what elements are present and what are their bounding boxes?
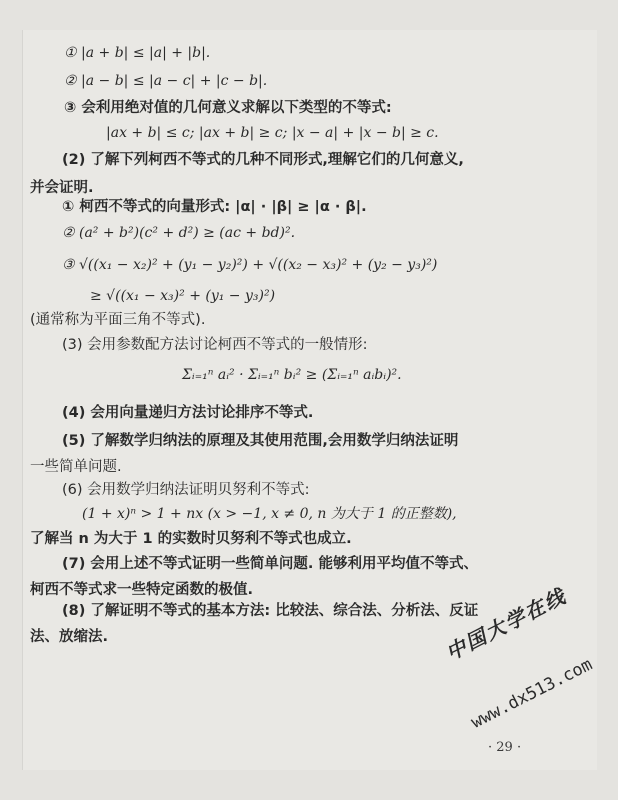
text-line-14: (4) 会用向量递归方法讨论排序不等式. — [62, 405, 314, 421]
text-line-6: 并会证明. — [30, 180, 94, 196]
watermark-url: www.dx513.com — [468, 654, 596, 733]
text-line-17: (6) 会用数学归纳法证明贝努利不等式: — [62, 482, 310, 498]
watermark-brand: 中国大学在线 — [441, 583, 571, 665]
text-line-20: (7) 会用上述不等式证明一些简单问题. 能够利用平均值不等式、 — [62, 556, 478, 572]
text-line-1: ① |a + b| ≤ |a| + |b|. — [64, 45, 211, 61]
text-line-7: ① 柯西不等式的向量形式: |α| · |β| ≥ |α · β|. — [62, 199, 367, 215]
text-line-21: 柯西不等式求一些特定函数的极值. — [30, 582, 254, 598]
text-line-13: Σᵢ₌₁ⁿ aᵢ² · Σᵢ₌₁ⁿ bᵢ² ≥ (Σᵢ₌₁ⁿ aᵢbᵢ)². — [182, 367, 402, 383]
text-line-18: (1 + x)ⁿ > 1 + nx (x > −1, x ≠ 0, n 为大于 1 的正整数), — [82, 506, 457, 522]
text-line-4: |ax + b| ≤ c; |ax + b| ≥ c; |x − a| + |x − b| ≥ c. — [106, 125, 439, 141]
text-line-3: ③ 会利用绝对值的几何意义求解以下类型的不等式: — [64, 100, 392, 116]
text-line-5: (2) 了解下列柯西不等式的几种不同形式,理解它们的几何意义, — [62, 152, 464, 168]
page-number: · 29 · — [488, 740, 522, 755]
text-line-8: ② (a² + b²)(c² + d²) ≥ (ac + bd)². — [62, 225, 296, 241]
text-line-22: (8) 了解证明不等式的基本方法: 比较法、综合法、分析法、反证 — [62, 603, 479, 619]
text-line-10: ≥ √((x₁ − x₃)² + (y₁ − y₃)²) — [90, 288, 276, 304]
text-line-12: (3) 会用参数配方法讨论柯西不等式的一般情形: — [62, 337, 368, 353]
text-line-16: 一些简单问题. — [30, 459, 122, 475]
text-line-23: 法、放缩法. — [30, 629, 109, 645]
text-line-11: (通常称为平面三角不等式). — [30, 312, 206, 328]
text-line-15: (5) 了解数学归纳法的原理及其使用范围,会用数学归纳法证明 — [62, 433, 459, 449]
text-line-9: ③ √((x₁ − x₂)² + (y₁ − y₂)²) + √((x₂ − x₃)² + (y₂ − y₃)²) — [62, 257, 438, 273]
text-line-19: 了解当 n 为大于 1 的实数时贝努利不等式也成立. — [30, 531, 352, 547]
text-line-2: ② |a − b| ≤ |a − c| + |c − b|. — [64, 73, 268, 89]
